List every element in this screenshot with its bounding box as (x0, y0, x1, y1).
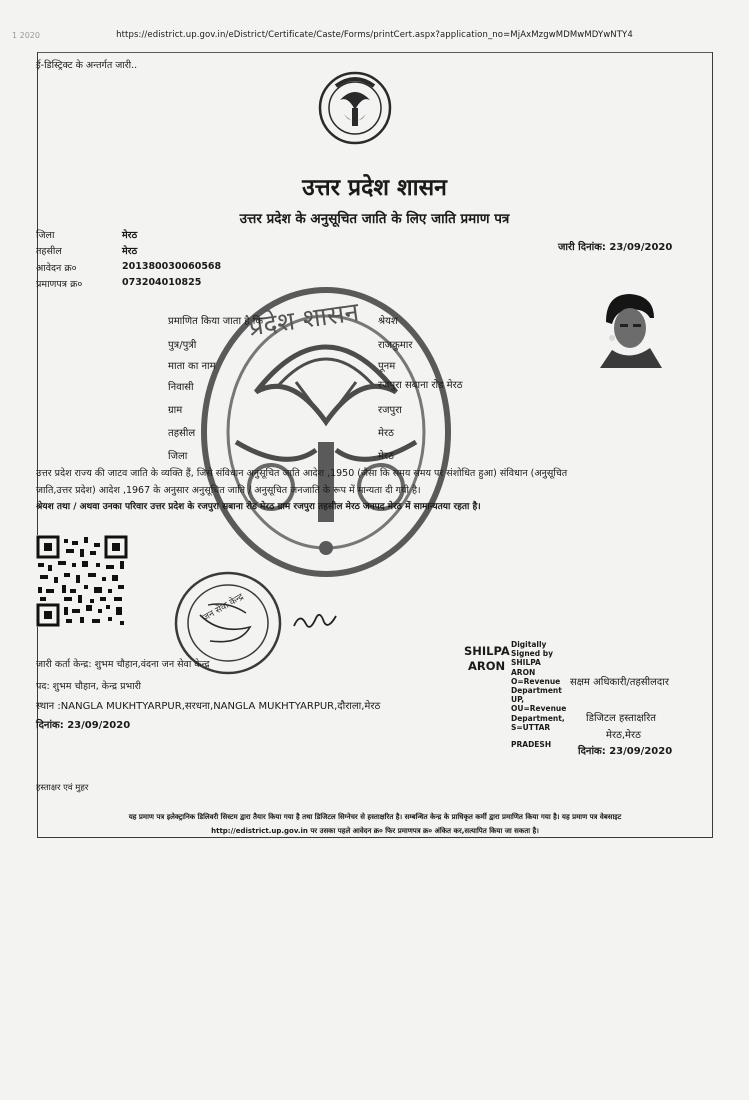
page-subtitle: उत्तर प्रदेश के अनुसूचित जाति के लिए जाति प्रमाण पत्र (239, 211, 510, 227)
sig-line: PRADESH (511, 740, 552, 750)
application-number-label: आवेदन क्र० (36, 263, 77, 274)
issue-date: जारी दिनांक: 23/09/2020 (558, 242, 673, 253)
sig-line: OU=Revenue (511, 704, 567, 714)
signature-date: दिनांक: 23/09/2020 (578, 746, 673, 757)
person-tehsil-value: मेरठ (378, 428, 394, 439)
caste-paragraph-line2: जाति,उत्तर प्रदेश) आदेश ,1967 के अनुसार अनुसूचित जाति / अनुसूचित जनजाति के रूप में मान्यता दी गयी है। (36, 485, 421, 496)
signer-name-line2: ARON (468, 659, 506, 673)
up-emblem-seal (318, 70, 392, 146)
signature-stamp-label: हस्ताक्षर एवं मुहर (36, 783, 89, 793)
browser-header-left: 1 2020 (12, 31, 40, 40)
watermark-text: प्रदेश शासन (246, 297, 361, 343)
certificate-number-label: प्रमाणपत्र क्र० (36, 279, 83, 290)
competent-authority: सक्षम अधिकारी/तहसीलदार (570, 677, 669, 688)
issuer-date: दिनांक: 23/09/2020 (36, 720, 131, 731)
village-value: रजपुरा (378, 405, 402, 416)
certify-value: श्रेयश (378, 316, 398, 327)
sig-line: SHILPA (511, 658, 541, 668)
application-number-value: 201380030060568 (122, 261, 222, 272)
village-label: ग्राम (168, 405, 183, 416)
mother-value: पूनम (378, 361, 396, 372)
certificate-number-value: 073204010825 (122, 277, 202, 288)
sig-line: Digitally (511, 640, 547, 649)
issuer-post: पद: शुभम चौहान, केन्द्र प्रभारी (36, 681, 141, 692)
issuing-center: जारी कर्ता केन्द्र: शुभम चौहान,वंदना जन सेवा केन्द्र (36, 659, 210, 670)
qr-code (36, 535, 128, 627)
sig-line: Department (511, 686, 562, 696)
applicant-photo (592, 288, 662, 368)
sig-line: ARON (511, 667, 536, 677)
person-district-label: जिला (168, 451, 188, 462)
sig-line: Department, (511, 713, 565, 723)
residence-paragraph: श्रेयश तथा / अथवा उनका परिवार उत्तर प्रदेश के रजपुरा सबाना रोड मेरठ ग्राम रजपुरा तहसील मेरठ जनपद मेरठ में सामान्यतया रहता है। (36, 502, 481, 512)
resident-value: रजपुरा सबाना रोड मेरठ (378, 380, 463, 391)
certify-label: प्रमाणित किया जाता है कि (168, 316, 264, 327)
footer-line1: यह प्रमाण पत्र इलेक्ट्रानिक डिलिवरी सिस्टम द्वारा तैयार किया गया है तथा डिजिटल सिग्नेचर से हस्ताक्षरित है। सम्बन्धित केन्द्र के प्राधिकृत कर्मी द्वारा प्रमाणित किया गया है। यह प्रमाण पत्र वेबसाइट (128, 813, 622, 821)
sig-line: O=Revenue (511, 676, 561, 686)
signature-location: मेरठ,मेरठ (606, 730, 641, 741)
issued-under-text: ई-डिस्ट्रिक्ट के अन्तर्गत जारी.. (36, 60, 138, 71)
frame-top (37, 52, 713, 53)
parent-label: पुत्र/पुत्री (168, 340, 197, 351)
district-value: मेरठ (122, 230, 138, 241)
digital-signed-label: डिजिटल हस्ताक्षरित (586, 713, 656, 724)
person-district-value: मेरठ (378, 451, 394, 462)
tehsil-label: तहसील (36, 246, 62, 257)
digital-signature-details (511, 640, 571, 749)
sig-line: UP, (511, 695, 525, 705)
round-stamp-text: जन सेवा केन्द्र (201, 592, 246, 624)
tehsil-value: मेरठ (122, 246, 138, 257)
parent-value: राजकुमार (378, 340, 413, 351)
page-title: उत्तर प्रदेश शासन (302, 175, 447, 201)
page-url[interactable]: https://edistrict.up.gov.in/eDistrict/Certificate/Caste/Forms/printCert.aspx?application_no=MjAxMzgwMDMwMDYwNTY4 (116, 30, 633, 40)
sig-line: S=UTTAR (511, 722, 551, 732)
resident-label: निवासी (168, 382, 194, 393)
sig-line: Signed by (511, 649, 554, 659)
issue-place: स्थान :NANGLA MUKHTYARPUR,सरधना,NANGLA MUKHTYARPUR,दौराला,मेरठ (36, 701, 381, 712)
mother-label: माता का नाम (168, 361, 216, 372)
signer-name-line1: SHILPA (464, 644, 510, 658)
handwritten-initials (290, 608, 340, 636)
district-label: जिला (36, 230, 55, 241)
caste-paragraph-line1: उत्तर प्रदेश राज्य की जाटव जाति के व्यक्ति हैं, जिसे संविधान अनुसूचित जाति आदेश ,1950 (जैसा कि समय समय पर संशोधित हुआ) संविधान (अनुसूचित (36, 468, 568, 479)
footer-line2: http://edistrict.up.gov.in पर उसका पहले आवेदन क्र० फिर प्रमाणपत्र क्र० अंकित कर,सत्यापित किया जा सकता है। (211, 827, 539, 835)
person-tehsil-label: तहसील (168, 428, 196, 439)
